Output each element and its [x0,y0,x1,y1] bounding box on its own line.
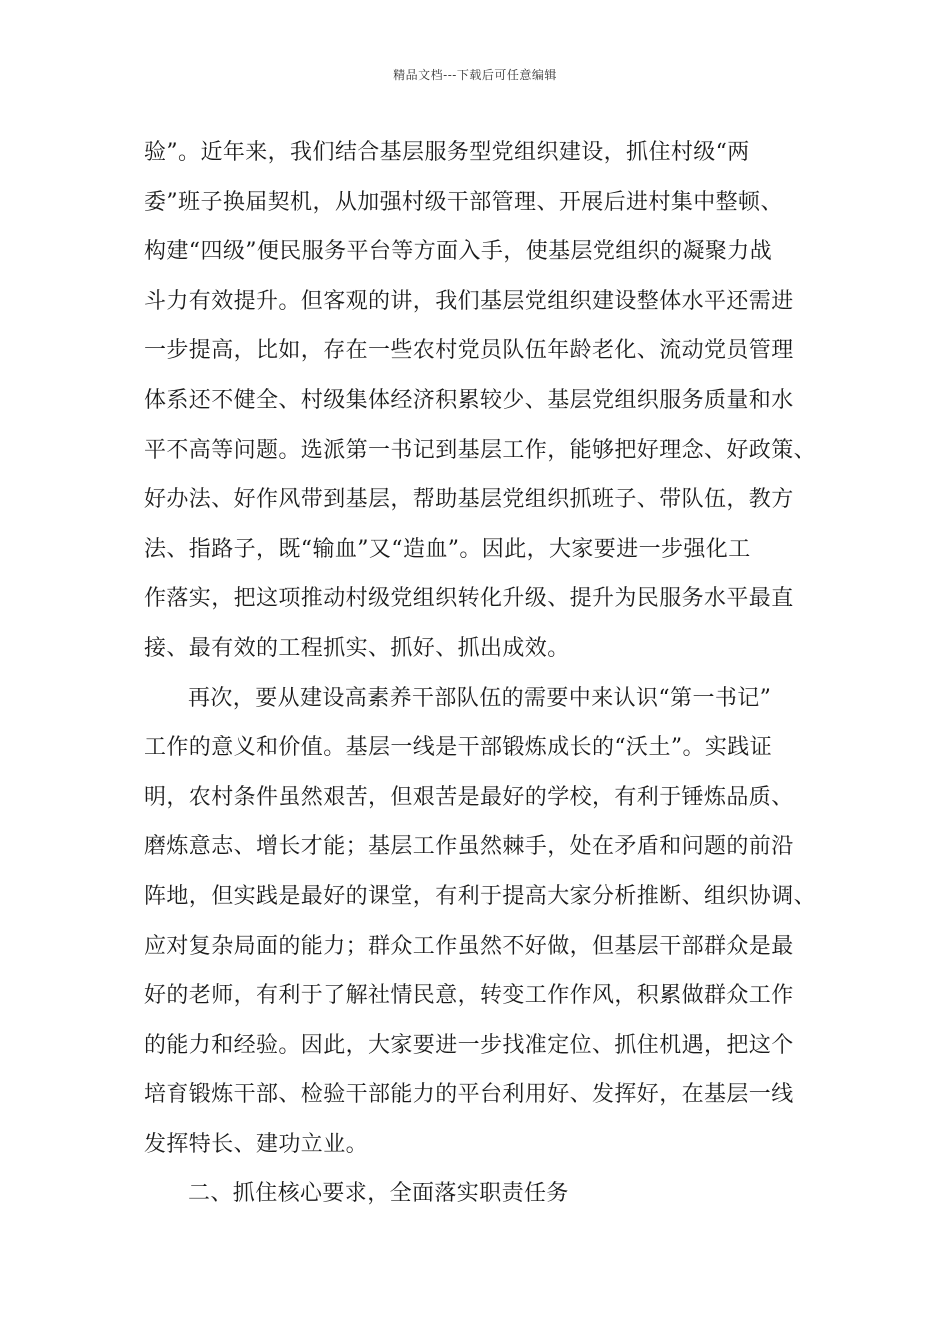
text-line: 工作的意义和价值。基层一线是干部锻炼成长的“沃土”。实践证 [144,735,773,761]
text-line: 委”班子换届契机，从加强村级干部管理、开展后进村集中整顿、 [144,189,783,215]
section-heading [144,1169,824,1219]
text-line: 的能力和经验。因此，大家要进一步找准定位、抓住机遇，把这个 [144,1032,794,1058]
text-line: 接、最有效的工程抓实、抓好、抓出成效。 [144,635,570,661]
text-line: 发挥特长、建功立业。 [144,1131,369,1157]
text-line: 好办法、好作风带到基层，帮助基层党组织抓班子、带队伍，教方 [144,487,794,513]
text-line: 阵地，但实践是最好的课堂，有利于提高大家分析推断、组织协调、 [144,883,817,909]
text-line: 再次，要从建设高素养干部队伍的需要中来认识“第一书记” [188,685,772,711]
text-line: 一步提高，比如，存在一些农村党员队伍年龄老化、流动党员管理 [144,338,794,364]
text-line: 体系还不健全、村级集体经济积累较少、基层党组织服务质量和水 [144,387,794,413]
text-line: 明，农村条件虽然艰苦，但艰苦是最好的学校，有利于锤炼品质、 [144,784,794,810]
text-line: 法、指路子，既“输血”又“造血”。因此，大家要进一步强化工 [144,536,751,562]
paragraph [144,128,824,674]
text-line: 好的老师，有利于了解社情民意，转变工作作风，积累做群众工作 [144,983,794,1009]
text-line: 应对复杂局面的能力；群众工作虽然不好做，但基层干部群众是最 [144,933,794,959]
text-line: 磨炼意志、增长才能；基层工作虽然棘手，处在矛盾和问题的前沿 [144,834,794,860]
text-line: 斗力有效提升。但客观的讲，我们基层党组织建设整体水平还需进 [144,288,794,314]
text-line: 作落实，把这项推动村级党组织转化升级、提升为民服务水平最直 [144,586,794,612]
text-line: 培育锻炼干部、检验干部能力的平台利用好、发挥好，在基层一线 [144,1082,794,1108]
page-header: 精品文档---下载后可任意编辑 [393,68,557,82]
text-line: 二、抓住核心要求，全面落实职责任务 [188,1181,569,1207]
text-line: 平不高等问题。选派第一书记到基层工作，能够把好理念、好政策、 [144,437,817,463]
text-line: 验”。近年来，我们结合基层服务型党组织建设，抓住村级“两 [144,140,750,165]
paragraph [144,674,824,1170]
text-line: 构建“四级”便民服务平台等方面入手，使基层党组织的凝聚力战 [144,239,773,265]
document-body [144,128,824,1219]
